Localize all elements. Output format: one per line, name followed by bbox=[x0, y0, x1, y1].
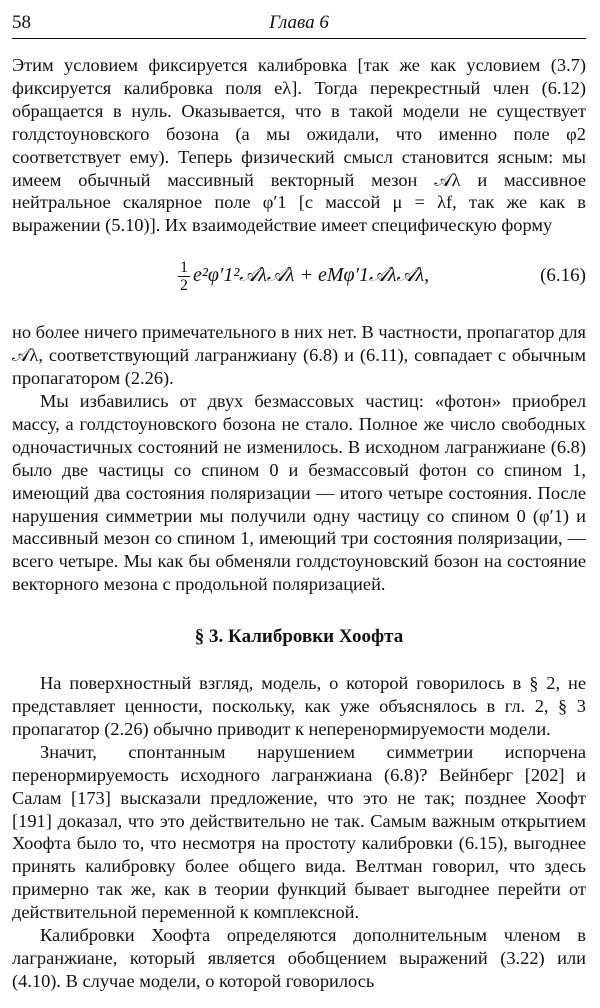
formula bbox=[178, 259, 429, 294]
running-head: Глава 6 bbox=[269, 12, 329, 33]
header-rule bbox=[12, 38, 586, 39]
formula-expression: e²φ′1²𝒜λ𝒜λ + eMφ′1𝒜λ𝒜λ, bbox=[193, 264, 430, 287]
paragraph: Калибровки Хоофта определяются дополнительным членом в лагранжиане, который является обобщением выражений (3.22) или (4.10). В случае модели, о которой говорилось bbox=[12, 925, 586, 991]
section-title: § 3. Калибровки Хоофта bbox=[194, 626, 404, 648]
paragraph: На поверхностный взгляд, модель, о которой говорилось в § 2, не представляет ценности, поскольку, как уже объяснялось в гл. 2, § 3 пропагатор (2.26) обычно приводит к неперенормируемости модели. bbox=[12, 673, 586, 739]
page-header bbox=[12, 0, 586, 40]
page-number: 58 bbox=[12, 12, 31, 33]
formula-fraction bbox=[178, 259, 190, 294]
paragraph: Значит, спонтанным нарушением симметрии испорчена перенормируемость исходного лагранжиана (6.8)? Вейнберг [202] и Салам [173] высказали предложение, что это не так; позднее Хоофт [191] доказал, что это действительно не так. Самым важным открытием Хоофта было то, что несмотря на простоту калибровки (6.15), выгоднее принять калибровку более общего вида. Велтман говорил, что здесь примерно так же, как в теории функций бывает выгоднее перейти от действительной переменной к комплексной. bbox=[12, 741, 586, 923]
formula-block bbox=[12, 243, 586, 315]
fraction-denominator: 2 bbox=[180, 277, 188, 295]
body-text bbox=[12, 54, 586, 993]
paragraph: Мы избавились от двух безмассовых частиц: «фотон» приобрел массу, а голдстоуновского бозона не стало. Полное же число свободных одночастичных состояний не изменилось. В исходном лагранжиане (6.8) было две частицы со спином 0 и безмассовый фотон со спином 1, имеющий два состояния поляризации — итого четыре состояния. После нарушения симметрии мы получили одну частицу со спином 0 (φ′1) и массивный мезон со спином 1, имеющий три состояния поляризации, — всего четыре. Мы как бы обменяли голдстоуновский бозон на состояние векторного мезона с продольной поляризацией. bbox=[12, 390, 586, 595]
fraction-numerator: 1 bbox=[180, 259, 188, 277]
formula-number: (6.16) bbox=[540, 265, 586, 287]
paragraph: Этим условием фиксируется калибровка [так же как условием (3.7) фиксируется калибровка поля eλ]. Тогда перекрестный член (6.12) обращается в нуль. Оказывается, что в такой модели не существует голдстоуновского бозона (а мы ожидали, что именно поле φ2 соответствует ему). Теперь физический смысл становится ясным: мы имеем обычный массивный векторный мезон 𝒜λ и массивное нейтральное скалярное поле φ′1 [с массой μ = λf, так же как в выражении (5.10)]. Их взаимодействие имеет специфическую форму bbox=[12, 55, 586, 236]
paragraph: но более ничего примечательного в них нет. В частности, пропагатор для 𝒜λ, соответствующий лагранжиану (6.8) и (6.11), совпадает с обычным пропагатором (2.26). bbox=[12, 322, 586, 389]
